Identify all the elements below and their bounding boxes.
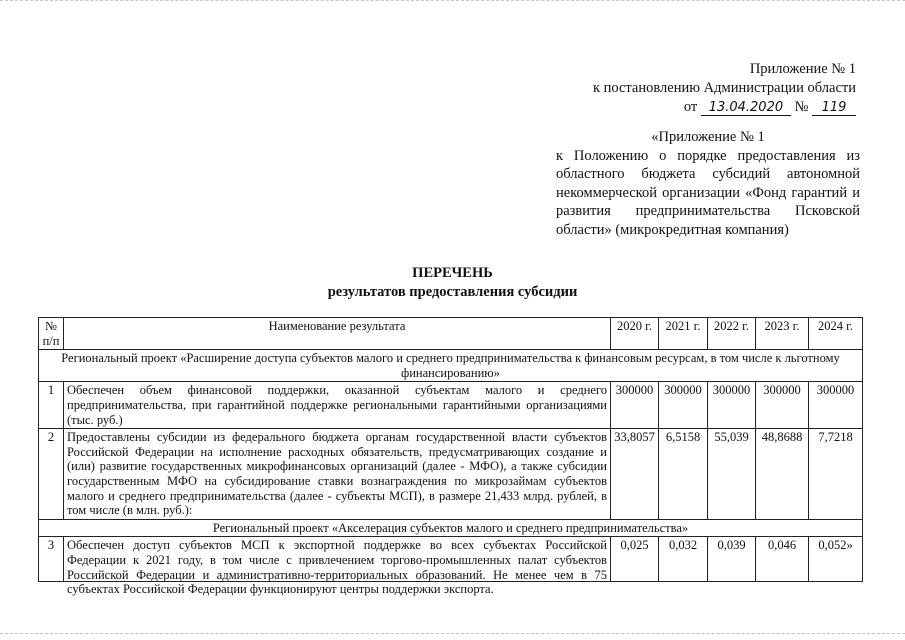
section-title: Региональный проект «Акселерация субъектов малого и среднего предпринимательства» — [39, 519, 863, 537]
header-name: Наименование результата — [64, 318, 611, 350]
appendix-1-resolution: к постановлению Администрации области — [592, 80, 856, 96]
table-row — [39, 429, 863, 520]
appendix-1-title: Приложение № 1 — [749, 61, 856, 77]
section-title: Региональный проект «Расширение доступа субъектов малого и среднего предпринимательства к финансовым ресурсам, в том числе к льготному финансированию» — [39, 350, 863, 382]
header-2022: 2022 г. — [708, 318, 756, 350]
table-row — [39, 382, 863, 429]
row-name: Обеспечен объем финансовой поддержки, оказанной субъектам малого и среднего предпринимательства, при гарантийной поддержке региональными гарантийными организациями (тыс. руб.) — [64, 382, 611, 429]
row-value-2022: 55,039 — [708, 429, 756, 520]
row-value-2020: 33,8057 — [611, 429, 659, 520]
appendix-2-title: «Приложение № 1 — [651, 129, 765, 145]
row-num: 2 — [39, 429, 64, 520]
row-name: Предоставлены субсидии из федерального бюджета органам государственной власти субъектов Российской Федерации на исполнение расходных обязательств, предусматривающих создание и (или) развитие государственных микрофинансовых организаций (далее - МФО), а также субсидии государственным МФО на субсидирование ставки вознаграждения по микрозаймам субъектов малого и среднего предпринимательства (далее - субъекты МСП), в размере 21,433 млрд. рублей, в том числе (в млн. руб.): — [64, 429, 611, 520]
scan-artifact-top — [0, 0, 905, 5]
date-prefix: от — [683, 99, 698, 115]
handwritten-date: 13.04.2020 — [701, 100, 791, 116]
row-value-2023: 48,8688 — [756, 429, 809, 520]
section-row — [39, 519, 863, 537]
row-name — [64, 537, 611, 597]
row-num: 3 — [39, 537, 64, 582]
appendix-1-date-line — [560, 98, 856, 117]
header-num: № п/п — [39, 318, 64, 350]
number-prefix: № — [794, 99, 809, 115]
appendix-2-header — [556, 128, 860, 239]
row-value-2020: 0,025 — [611, 537, 659, 582]
header-2023: 2023 г. — [756, 318, 809, 350]
row-value-2022: 0,039 — [708, 537, 756, 582]
table-row — [39, 537, 863, 582]
row-value-2022: 300000 — [708, 382, 756, 429]
table-header-row — [39, 318, 863, 350]
row-value-2024: 0,052» — [809, 537, 863, 582]
header-2024: 2024 г. — [809, 318, 863, 350]
row-value-2021: 300000 — [659, 382, 708, 429]
row-value-2023: 0,046 — [756, 537, 809, 582]
row-value-2024: 300000 — [809, 382, 863, 429]
row-name-text: Обеспечен доступ субъектов МСП к экспортной поддержке во всех субъектах Российской Федерации к 2021 году, в том числе с привлечением торгово-промышленных палат субъектов Российской Федерации и административно-территориальных образований. Не менее чем в 75 субъектах Российской Федерации функционируют центры поддержки экспорта. — [67, 538, 607, 597]
row-num: 1 — [39, 382, 64, 429]
scan-artifact-bottom — [0, 633, 905, 636]
section-row — [39, 350, 863, 382]
row-value-2021: 6,5158 — [659, 429, 708, 520]
appendix-2-body: к Положению о порядке предоставления из областного бюджета субсидий автономной некоммерческой организации «Фонд гарантий и развития предпринимательства Псковской области» (микрокредитная компания) — [556, 147, 860, 238]
row-value-2020: 300000 — [611, 382, 659, 429]
document-title: ПЕРЕЧЕНЬ — [412, 265, 493, 281]
row-value-2024: 7,7218 — [809, 429, 863, 520]
results-table — [38, 317, 863, 597]
header-2020: 2020 г. — [611, 318, 659, 350]
handwritten-number: 119 — [812, 100, 856, 116]
row-value-2023: 300000 — [756, 382, 809, 429]
row-value-2021: 0,032 — [659, 537, 708, 582]
header-2021: 2021 г. — [659, 318, 708, 350]
document-subtitle: результатов предоставления субсидии — [327, 284, 578, 300]
appendix-1-header — [560, 60, 856, 117]
